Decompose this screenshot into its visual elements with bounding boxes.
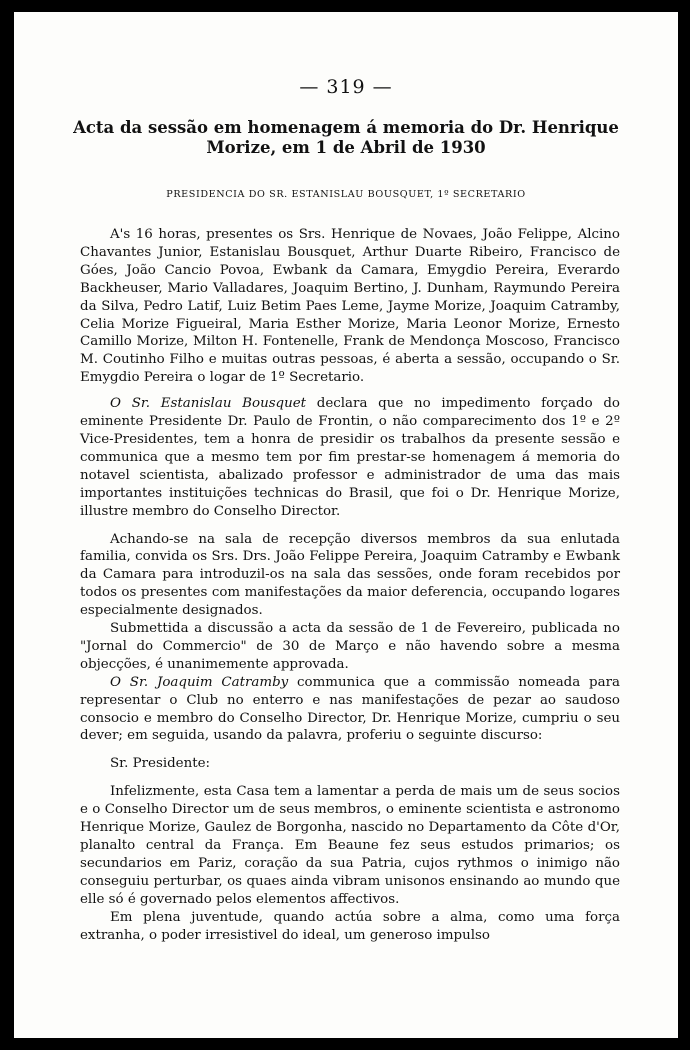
- title-line-2: Morize, em 1 de Abril de 1930: [206, 138, 486, 157]
- paragraph-opening: [80, 395, 620, 520]
- speaker-name: O Sr. Joaquim Catramby: [110, 674, 289, 690]
- paragraph-commission-text: communica que a commissão nomeada para representar o Club no enterro e nas manifestações de pezar ao saudoso consocio e membro do Conselho Director, Dr. Henrique Morize, cumpriu o seu dever; em seguida, usando da palavra, proferiu o seguinte discurso:: [80, 674, 620, 744]
- paragraph-speech-1: Infelizmente, esta Casa tem a lamentar a perda de mais um de seus socios e o Conselho Director um de seus membros, o eminente scientista e astronomo Henrique Morize, Gaulez de Borgonha, nascido no Departamento da Côte d'Or, planalto central da França. Em Beaune fez seus estudos primarios; os secundarios em Pariz, coração da sua Patria, cujos rythmos o inimigo não conseguiu perturbar, os quaes ainda vibram unisonos ensinando ao mundo que elle só é governado pelos elementos affectivos.: [80, 784, 620, 907]
- document-page: [14, 12, 678, 1038]
- body-text: [80, 226, 620, 944]
- paragraph-family: Achando-se na sala de recepção diversos membros da sua enlutada familia, convida os Srs. Drs. João Felippe Pereira, Joaquim Catramby e Ewbank da Camara para introduzil-os na sala das sessões, onde foram recebidos por todos os presentes com manifestações da maior deferencia, occupando logares especialmente designados.: [80, 531, 620, 619]
- paragraph-minutes: Submettida a discussão a acta da sessão de 1 de Fevereiro, publicada no "Jornal do Commercio" de 30 de Março e não havendo sobre a mesma objecções, é unanimemente approvada.: [80, 621, 620, 672]
- title-line-1: Acta da sessão em homenagem á memoria do Dr. Henrique: [73, 118, 619, 137]
- speaker-name: O Sr. Estanislau Bousquet: [110, 396, 307, 412]
- paragraph-speech-2: Em plena juventude, quando actúa sobre a alma, como uma força extranha, o poder irresistivel do ideal, um generoso impulso: [80, 909, 620, 943]
- paragraph-attendance: A's 16 horas, presentes os Srs. Henrique de Novaes, João Felippe, Alcino Chavantes Junior, Estanislau Bousquet, Arthur Duarte Ribeiro, Francisco de Góes, João Cancio Povoa, Ewbank da Camara, Emygdio Pereira, Everardo Backheuser, Mario Valladares, Joaquim Bertino, J. Dunham, Raymundo Pereira da Silva, Pedro Latif, Luiz Betim Paes Leme, Jayme Morize, Joaquim Catramby, Celia Morize Figueiral, Maria Esther Morize, Maria Leonor Morize, Ernesto Camillo Morize, Milton H. Fontenelle, Frank de Mendonça Moscoso, Francisco M. Coutinho Filho e muitas outras pessoas, é aberta a sessão, occupando o Sr. Emygdio Pereira o logar de 1º Secretario.: [80, 227, 620, 386]
- speech-address: Sr. Presidente:: [110, 756, 211, 772]
- paragraph-opening-text: declara que no impedimento forçado do eminente Presidente Dr. Paulo de Frontin, o não comparecimento dos 1º e 2º Vice-Presidentes, tem a honra de presidir os trabalhos da presente sessão e communica que a mesmo tem por fim prestar-se homenagem á memoria do notavel scientista, abalizado professor e administrador de uma das mais importantes instituições technicas do Brasil, que foi o Dr. Henrique Morize, illustre membro do Conselho Director.: [80, 396, 620, 519]
- page-number: — 319 —: [299, 76, 393, 98]
- presidency-line: PRESIDENCIA DO SR. ESTANISLAU BOUSQUET, 1º SECRETARIO: [166, 189, 526, 200]
- document-title: [54, 118, 638, 158]
- paragraph-commission: [80, 674, 620, 746]
